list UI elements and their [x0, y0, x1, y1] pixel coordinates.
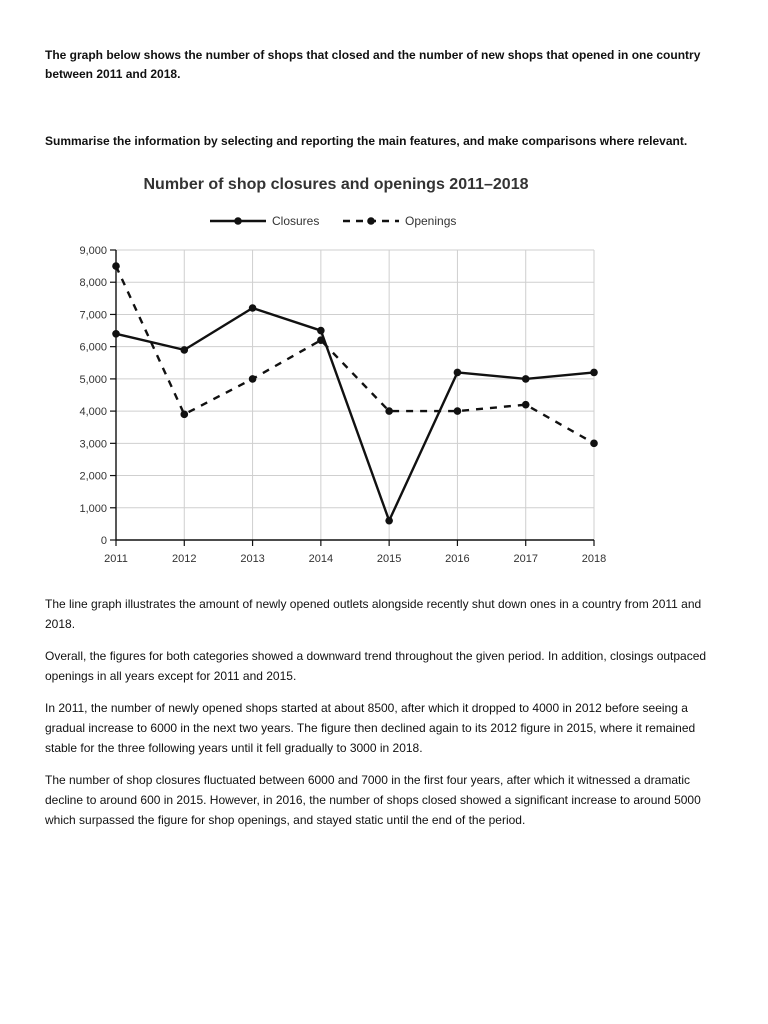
data-point-closures	[180, 346, 188, 354]
data-point-closures	[317, 327, 325, 335]
line-chart	[60, 165, 620, 585]
data-point-closures	[385, 517, 393, 525]
data-point-closures	[522, 375, 530, 383]
data-point-openings	[112, 262, 120, 270]
y-tick-label: 8,000	[79, 277, 107, 290]
data-point-openings	[317, 336, 325, 344]
x-tick-label: 2013	[240, 553, 265, 565]
data-point-closures	[454, 369, 462, 377]
chart-series	[112, 262, 598, 524]
y-tick-label: 9,000	[79, 245, 107, 257]
data-point-openings	[249, 375, 257, 383]
task-prompt: The graph below shows the number of shops that closed and the number of new shops that opened in one country between 2011 and 2018.	[45, 48, 701, 81]
essay-paragraph-overview: Overall, the figures for both categories showed a downward trend throughout the given period. In addition, closings outpaced openings in all years except for 2011 and 2015.	[45, 649, 707, 683]
data-point-openings	[522, 401, 530, 409]
y-tick-label: 0	[100, 535, 107, 547]
x-tick-label: 2017	[513, 553, 538, 565]
y-tick-label: 6,000	[79, 341, 107, 354]
x-tick-label: 2012	[172, 553, 197, 565]
legend-label-closures: Closures	[272, 214, 320, 228]
x-tick-label: 2016	[445, 553, 470, 565]
y-tick-label: 7,000	[79, 309, 107, 322]
essay-paragraph-closures: The number of shop closures fluctuated between 6000 and 7000 in the first four years, after which it witnessed a dramatic decline to around 600 in 2015. However, in 2016, the number of shops closed showed a significant increase to around 5000 which surpassed the figure for shop openings, and stayed static until the end of the period.	[45, 773, 701, 827]
chart-grid	[116, 250, 594, 540]
data-point-openings	[180, 411, 188, 419]
data-point-openings	[385, 407, 393, 415]
data-point-closures	[112, 330, 120, 338]
x-tick-label: 2014	[308, 553, 334, 565]
legend-marker-openings	[367, 217, 375, 225]
data-point-openings	[590, 440, 598, 448]
data-point-openings	[454, 407, 462, 415]
y-tick-label: 3,000	[79, 438, 107, 451]
y-tick-label: 4,000	[79, 406, 107, 419]
chart-legend	[210, 214, 456, 228]
essay-paragraph-intro: The line graph illustrates the amount of newly opened outlets alongside recently shut down ones in a country from 2011 and 2018.	[45, 597, 702, 631]
essay-paragraph-openings: In 2011, the number of newly opened shops started at about 8500, after which it dropped to 4000 in 2012 before seeing a gradual increase to 6000 in the next two years. The figure then declined again to its 2012 figure in 2015, where it remained stable for the three following years until it fell gradually to 3000 in 2018.	[45, 701, 696, 755]
x-tick-label: 2015	[376, 553, 402, 565]
y-tick-label: 1,000	[79, 502, 107, 515]
data-point-closures	[590, 369, 598, 377]
x-tick-label: 2018	[581, 553, 607, 565]
y-tick-label: 5,000	[79, 373, 107, 386]
task-instruction: Summarise the information by selecting and reporting the main features, and make comparisons where relevant.	[45, 134, 688, 148]
chart-title: Number of shop closures and openings 2011–2018	[143, 176, 529, 193]
legend-label-openings: Openings	[405, 214, 457, 228]
y-tick-label: 2,000	[79, 470, 107, 483]
series-line-openings	[116, 266, 594, 443]
legend-marker-closures	[234, 217, 242, 225]
x-tick-label: 2011	[104, 553, 128, 565]
data-point-closures	[249, 304, 257, 312]
